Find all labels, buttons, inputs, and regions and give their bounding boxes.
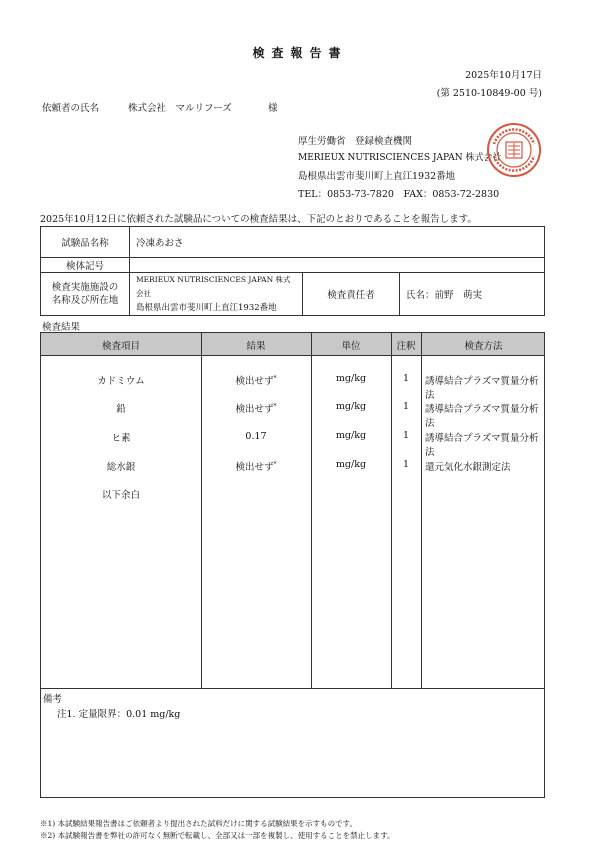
report-title: 検査報告書 — [252, 46, 348, 60]
row3-result: 0.17 — [245, 431, 267, 443]
row1-item: カドミウム — [97, 376, 145, 387]
row3-item: ヒ素 — [111, 433, 131, 444]
row1-unit: mg/kg — [335, 373, 367, 384]
header-method: 検査方法 — [464, 341, 503, 352]
header-item: 検査項目 — [101, 341, 140, 352]
issuer-company: MERIEUX NUTRISCIENCES JAPAN 株式会社 — [298, 153, 502, 163]
header-unit: 単位 — [341, 341, 361, 352]
row2-item: 鉛 — [116, 404, 126, 415]
row2-method: 誘導結合プラズマ質量分析法 — [425, 404, 539, 429]
row2-unit: mg/kg — [335, 401, 367, 412]
facility-label — [41, 273, 130, 316]
remark-note-1: 注1. 定量限界：0.01 mg/kg — [57, 709, 181, 720]
header-note: 注釈 — [396, 341, 416, 352]
row2-result: 検出せず* — [235, 402, 277, 415]
sample-id-label: 検体記号 — [41, 258, 130, 273]
row1-method: 誘導結合プラズマ質量分析法 — [425, 376, 539, 401]
report-date: 2025年10月17日 — [465, 70, 542, 81]
remarks-label: 備考 — [43, 694, 63, 705]
row4-result: 検出せず* — [235, 460, 277, 473]
results-section-label: 検査結果 — [42, 322, 81, 333]
facility-address: 島根県出雲市斐川町上直江1932番地 — [136, 303, 277, 313]
client-name: 株式会社 マルリフーズ — [128, 103, 232, 114]
row4-item: 総水銀 — [106, 462, 136, 473]
issuer-contact: TEL：0853-73-7820 FAX：0853-72-2830 — [298, 189, 500, 200]
row4-note: 1 — [402, 459, 410, 470]
row3-method: 誘導結合プラズマ質量分析法 — [425, 433, 539, 458]
row1-note: 1 — [402, 373, 410, 384]
row4-method: 還元気化水銀測定法 — [425, 462, 511, 473]
sample-info-table — [40, 226, 545, 316]
facility-value — [130, 273, 303, 316]
sample-name-value: 冷凍あおさ — [130, 227, 545, 258]
footnote-2: ※2) 本試験報告書を弊社の許可なく無断で転載し、全部又は一部を複製し、使用することを禁止します。 — [40, 831, 395, 840]
intro-statement: 2025年10月12日に依頼された試験品についての検査結果は、下記のとおりであることを報告します。 — [40, 214, 477, 225]
responsible-label: 検査責任者 — [303, 273, 400, 316]
row3-note: 1 — [402, 430, 410, 441]
report-number: (第 2510-10849-00 号) — [436, 88, 542, 99]
company-seal-icon — [486, 122, 542, 178]
issuer-registration: 厚生労働省 登録検査機関 — [298, 136, 413, 147]
end-of-results: 以下余白 — [101, 490, 140, 501]
footnote-1: ※1) 本試験結果報告書はご依頼者より提出された試料だけに関する試験結果を示すものです。 — [40, 819, 357, 828]
row4-unit: mg/kg — [335, 459, 367, 470]
responsible-name: 氏名：前野 萌実 — [400, 273, 545, 316]
row3-unit: mg/kg — [335, 430, 367, 441]
row2-note: 1 — [402, 401, 410, 412]
row1-result: 検出せず* — [235, 374, 277, 387]
sample-name-label: 試験品名称 — [41, 227, 130, 258]
client-honorific: 様 — [268, 103, 278, 114]
facility-label-line1: 検査実施施設の — [51, 282, 119, 293]
facility-label-line2: 名称及び所在地 — [51, 295, 119, 306]
results-table — [40, 332, 545, 798]
facility-name: MERIEUX NUTRISCIENCES JAPAN 株式会社 — [136, 275, 291, 298]
header-result: 結果 — [246, 341, 266, 352]
sample-id-value — [130, 258, 545, 273]
issuer-address: 島根県出雲市斐川町上直江1932番地 — [298, 171, 456, 182]
client-label: 依頼者の氏名 — [42, 103, 100, 114]
